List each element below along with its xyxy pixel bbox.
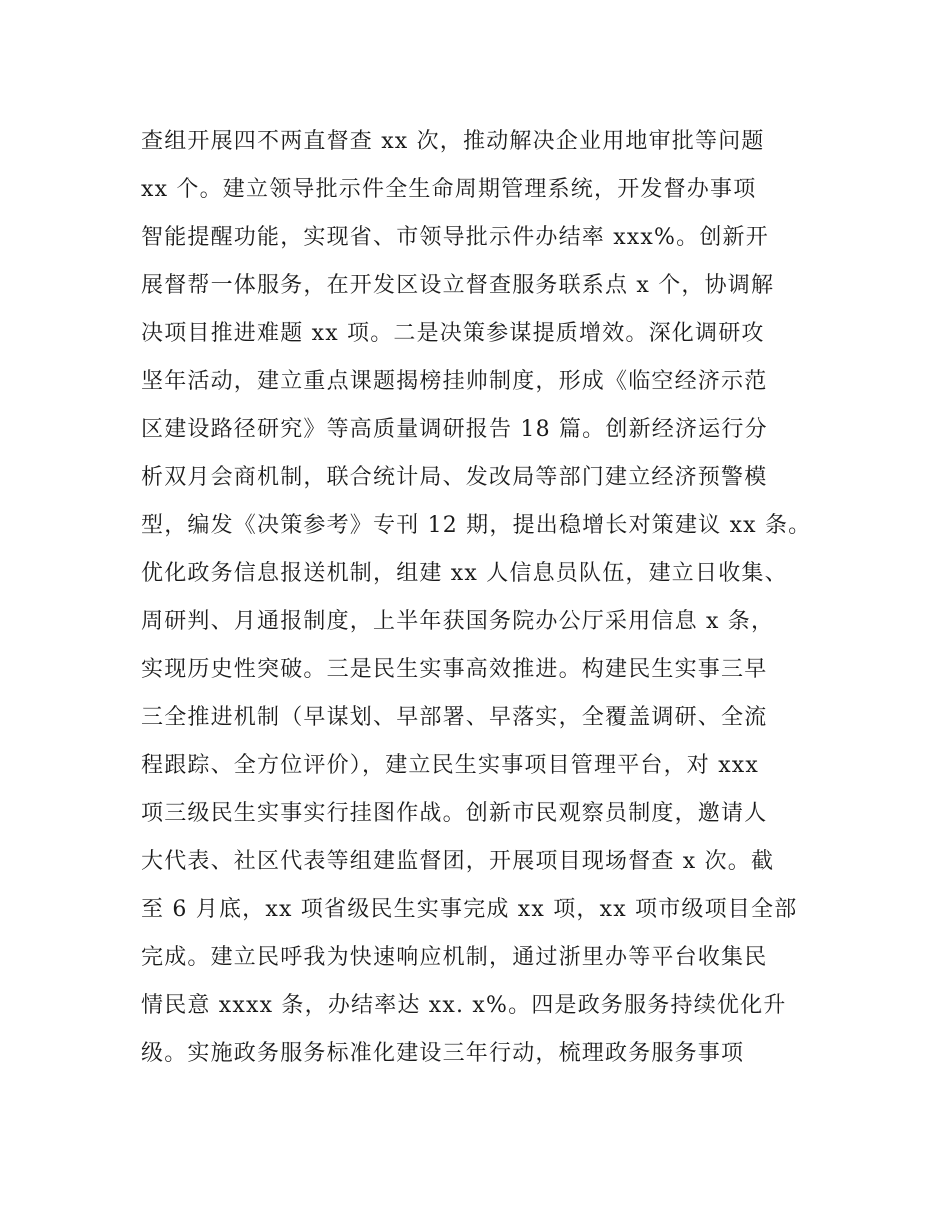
text-line: 展督帮一体服务，在开发区设立督查服务联系点 x 个，协调解 xyxy=(141,273,775,298)
text-line: 项三级民生实事实行挂图作战。创新市民观察员制度，邀请人 xyxy=(141,801,768,826)
text-line: 情民意 xxxx 条，办结率达 xx. x%。四是政务服务持续优化升 xyxy=(141,993,787,1018)
text-line: 程跟踪、全方位评价），建立民生实事项目管理平台，对 xxx xyxy=(141,753,760,778)
text-line: 完成。建立民呼我为快速响应机制，通过浙里办等平台收集民 xyxy=(141,945,768,970)
text-line: 坚年活动，建立重点课题揭榜挂帅制度，形成《临空经济示范 xyxy=(141,369,768,394)
text-line: 决项目推进难题 xx 项。二是决策参谋提质增效。深化调研攻 xyxy=(141,321,765,346)
text-line: 智能提醒功能，实现省、市领导批示件办结率 xxx%。创新开 xyxy=(141,225,769,250)
text-line: 析双月会商机制，联合统计局、发改局等部门建立经济预警模 xyxy=(141,465,768,490)
text-line: 型，编发《决策参考》专刊 12 期，提出稳增长对策建议 xx 条。 xyxy=(141,513,812,538)
text-line: xx 个。建立领导批示件全生命周期管理系统，开发督办事项 xyxy=(141,177,757,202)
text-line: 实现历史性突破。三是民生实事高效推进。构建民生实事三早 xyxy=(141,657,768,682)
text-line: 三全推进机制（早谋划、早部署、早落实，全覆盖调研、全流 xyxy=(141,705,768,730)
text-line: 区建设路径研究》等高质量调研报告 18 篇。创新经济运行分 xyxy=(141,417,768,442)
text-line: 查组开展四不两直督查 xx 次，推动解决企业用地审批等问题 xyxy=(141,129,765,154)
text-line: 大代表、社区代表等组建监督团，开展项目现场督查 x 次。截 xyxy=(141,849,775,874)
text-line: 优化政务信息报送机制，组建 xx 人信息员队伍，建立日收集、 xyxy=(141,561,788,586)
text-line: 周研判、月通报制度，上半年获国务院办公厅采用信息 x 条， xyxy=(141,609,775,634)
text-line: 级。实施政务服务标准化建设三年行动，梳理政务服务事项 xyxy=(141,1041,745,1066)
text-line: 至 6 月底，xx 项省级民生实事完成 xx 项，xx 项市级项目全部 xyxy=(141,897,798,922)
